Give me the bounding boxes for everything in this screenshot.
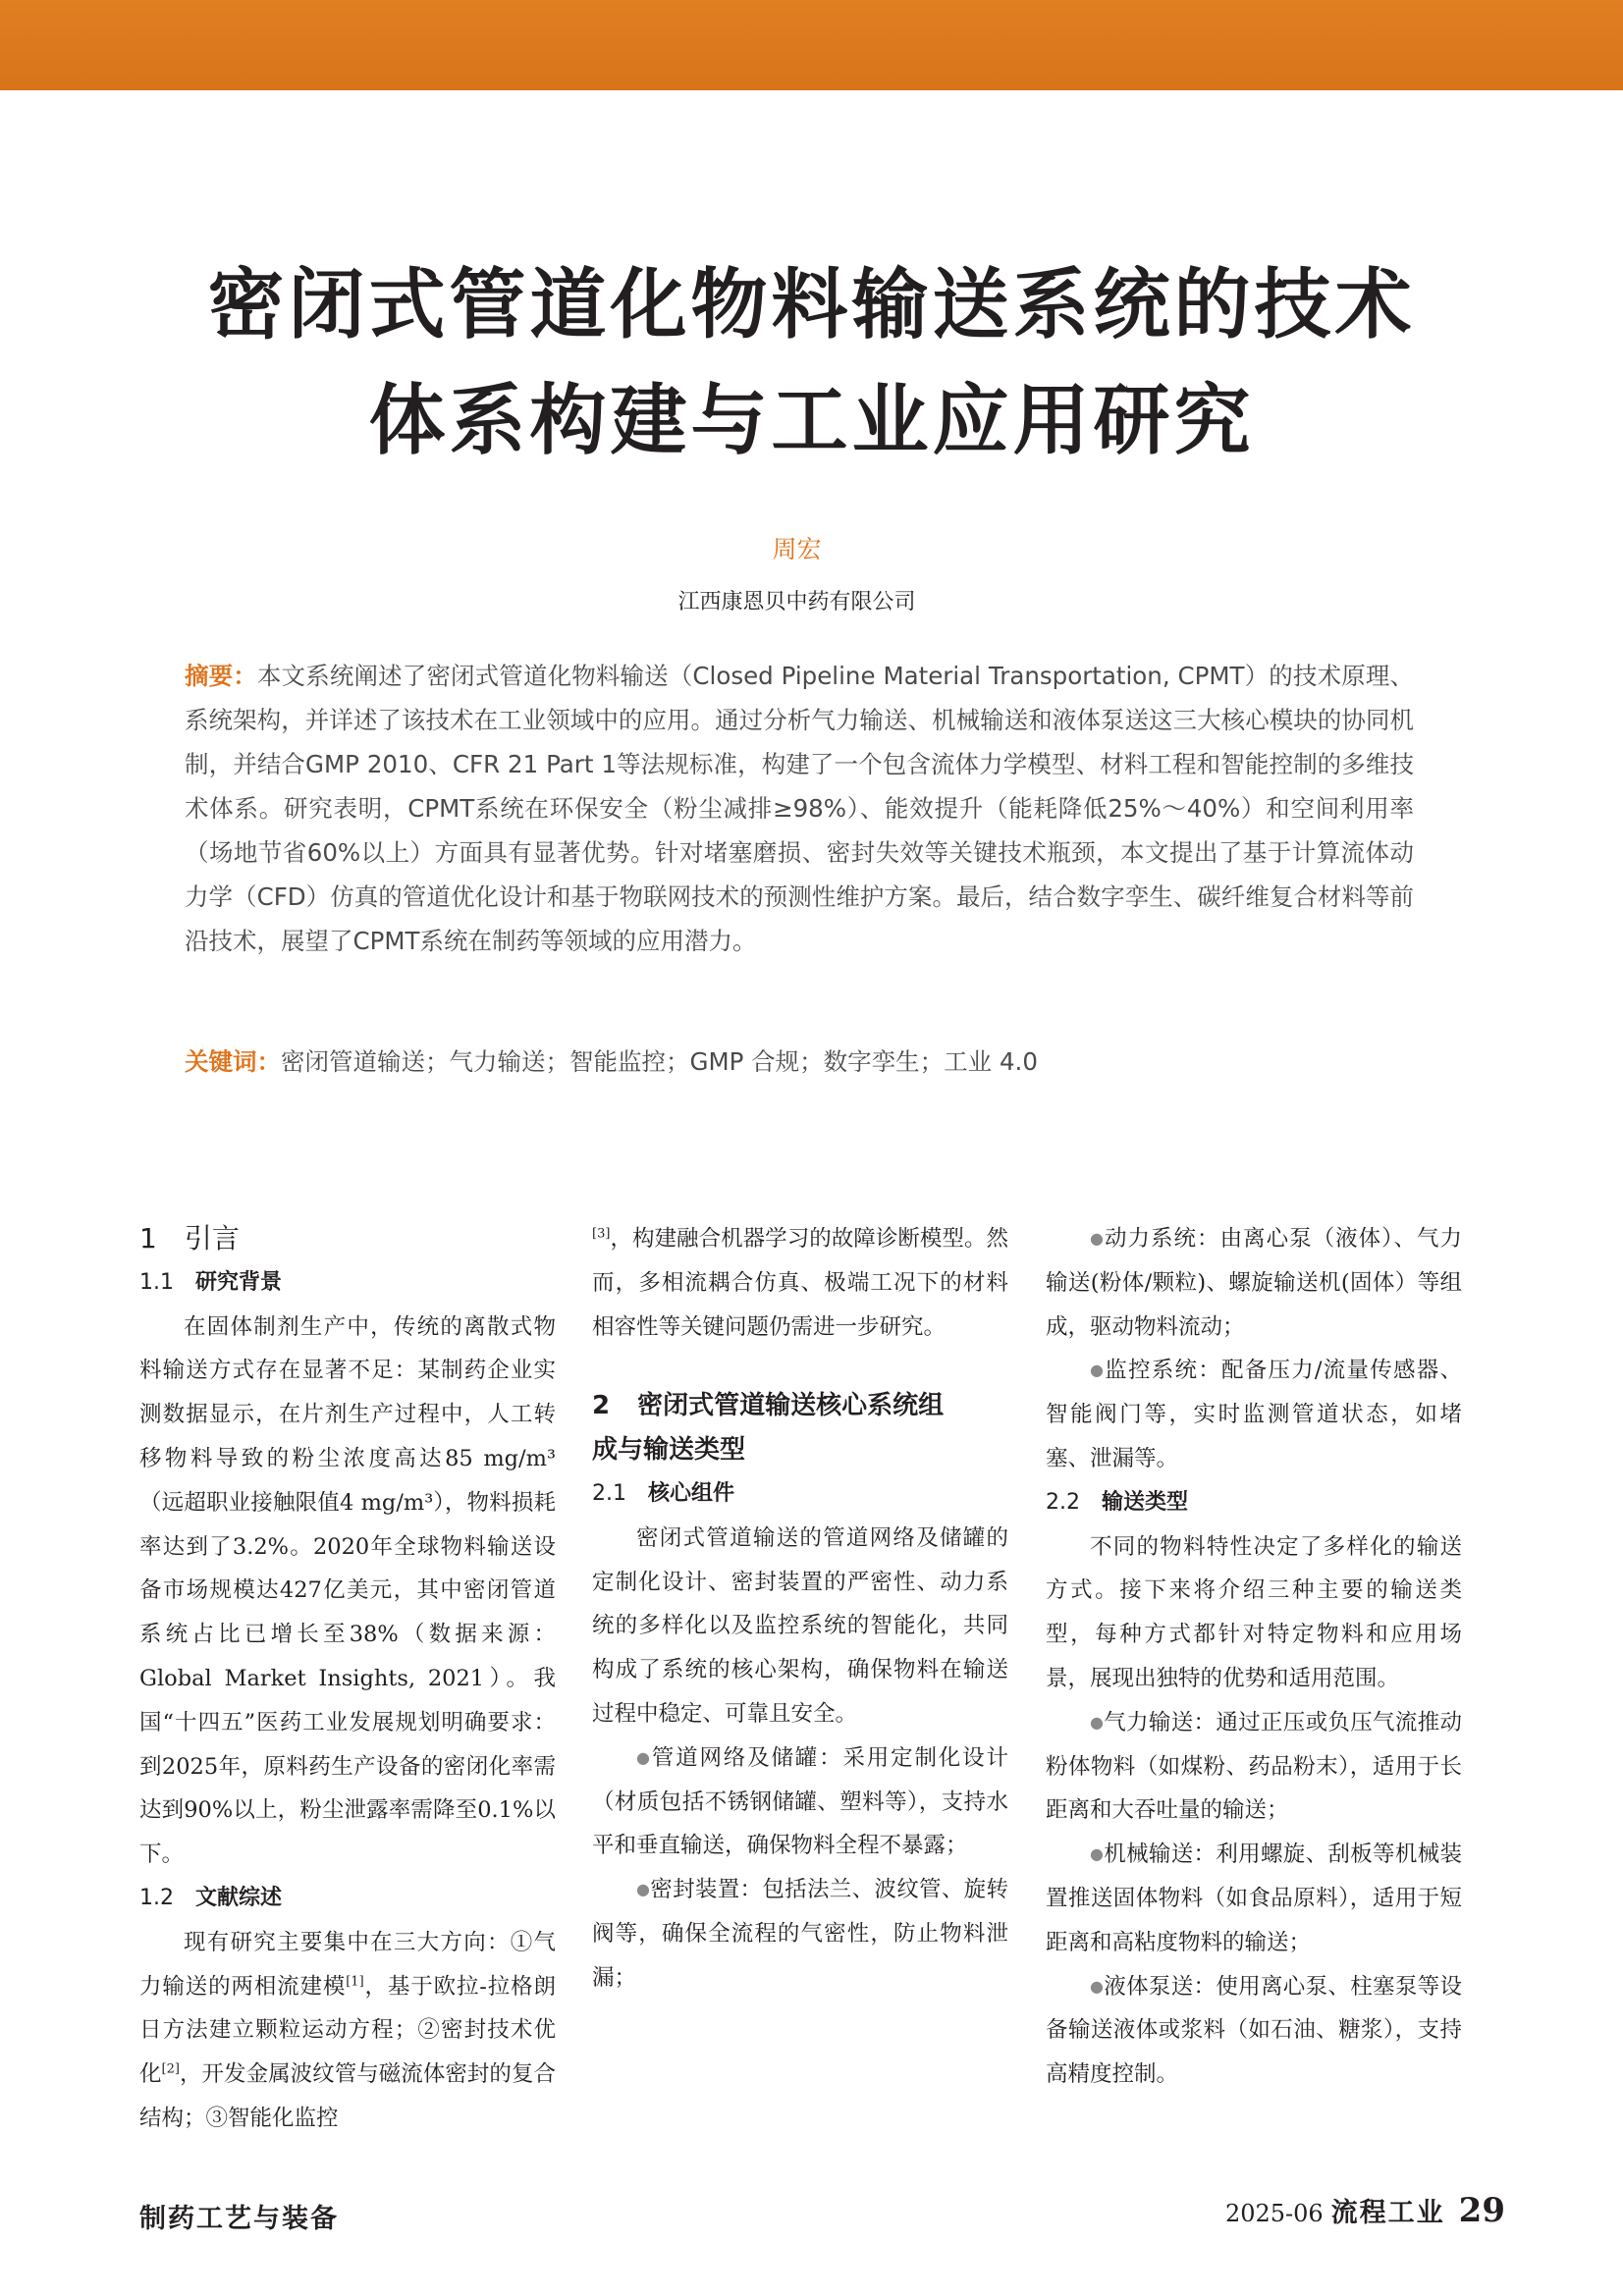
- footer-date: 2025-06: [1224, 2200, 1324, 2227]
- header-bar: [0, 0, 1623, 90]
- bullet-icon: ●: [1090, 1844, 1105, 1864]
- footer-column-name: 制药工艺与装备: [139, 2204, 339, 2234]
- keywords-text: 密闭管道输送；气力输送；智能监控；GMP 合规；数字孪生；工业 4.0: [281, 1047, 1038, 1076]
- abstract-label: 摘要：: [185, 662, 257, 690]
- author: 周宏: [772, 535, 822, 563]
- bullet-item: ●监控系统：配备压力/流量传感器、智能阀门等，实时监测管道状态，如堵塞、泄漏等。: [1046, 1358, 1462, 1471]
- bullet-item: ●气力输送：通过正压或负压气流推动粉体物料（如煤粉、药品粉末），适用于长距离和大吞吐量的输送；: [1046, 1709, 1462, 1824]
- column-2: [592, 1217, 1008, 2001]
- paragraph: 不同的物料特性决定了多样化的输送方式。接下来将介绍三种主要的输送类型，每种方式都针对特定物料和应用场景，展现出独特的优势和适用范围。: [1046, 1533, 1462, 1691]
- bullet-icon: ●: [1090, 1229, 1105, 1248]
- bullet-item: ●机械输送：利用螺旋、刮板等机械装置推送固体物料（如食品原料），适用于短距离和高粘度物料的输送；: [1046, 1842, 1462, 1955]
- affiliation: 江西康恩贝中药有限公司: [677, 590, 916, 614]
- citation[interactable]: [1]: [346, 1974, 364, 1990]
- citation[interactable]: [2]: [161, 2061, 180, 2077]
- keywords-label: 关键词：: [185, 1047, 281, 1076]
- title-line-1: 密闭式管道化物料输送系统的技术: [207, 261, 1416, 349]
- article-title: [0, 247, 1623, 479]
- bullet-icon: ●: [1090, 1976, 1105, 1996]
- bullet-item: ●液体泵送：使用离心泵、柱塞泵等设备输送液体或浆料（如石油、糖浆），支持高精度控制。: [1046, 1973, 1462, 2088]
- abstract: [185, 654, 1414, 963]
- bullet-item: ●动力系统：由离心泵（液体）、气力输送(粉体/颗粒)、螺旋输送机(固体）等组成，驱动物料流动；: [1046, 1226, 1462, 1340]
- column-3: [1046, 1217, 1462, 2097]
- subsection-heading-1-1: 1.1 研究背景: [139, 1269, 283, 1295]
- bullet-icon: ●: [1090, 1361, 1106, 1380]
- paragraph: 密闭式管道输送的管道网络及储罐的定制化设计、密封装置的严密性、动力系统的多样化以及监控系统的智能化，共同构成了系统的核心架构，确保物料在输送过程中稳定、可靠且安全。: [592, 1524, 1008, 1727]
- citation[interactable]: [3]: [592, 1226, 611, 1242]
- bullet-item: ●管道网络及储罐：采用定制化设计（材质包括不锈钢储罐、塑料等），支持水平和垂直输送，确保物料全程不暴露；: [592, 1744, 1008, 1859]
- footer-journal: 流程工业: [1330, 2198, 1445, 2228]
- bullet-icon: ●: [1090, 1712, 1105, 1732]
- subsection-heading-2-1: 2.1 核心组件: [592, 1480, 735, 1506]
- section-heading-1: 1 引言: [139, 1222, 240, 1255]
- bullet-icon: ●: [636, 1747, 652, 1767]
- section-heading-2: 2 密闭式管道输送核心系统组 成与输送类型: [592, 1391, 945, 1466]
- bullet-item: ●密封装置：包括法兰、波纹管、旋转阀等，确保全流程的气密性，防止物料泄漏；: [592, 1877, 1008, 1991]
- paragraph: 现有研究主要集中在三大方向：①气力输送的两相流建模[1]，基于欧拉-拉格朗日方法建立颗粒运动方程；②密封技术优化[2]，开发金属波纹管与磁流体密封的复合结构；③智能化监控: [139, 1929, 556, 2131]
- subsection-heading-1-2: 1.2 文献综述: [139, 1885, 283, 1910]
- subsection-heading-2-2: 2.2 输送类型: [1046, 1489, 1189, 1515]
- abstract-text: 本文系统阐述了密闭式管道化物料输送（Closed Pipeline Material Transportation, CPMT）的技术原理、系统架构，并详述了该技术在工业领域中的应用。通过分析气力输送、机械输送和液体泵送这三大核心模块的协同机制，并结合GMP 2010、CFR 21 Part 1等法规标准，构建了一个包含流体力学模型、材料工程和智能控制的多维技术体系。研究表明，CPMT系统在环保安全（粉尘减排≥98%）、能效提升（能耗降低25%～40%）和空间利用率（场地节省60%以上）方面具有显著优势。针对堵塞磨损、密封失效等关键技术瓶颈，本文提出了基于计算流体动力学（CFD）仿真的管道优化设计和基于物联网技术的预测性维护方案。最后，结合数字孪生、碳纤维复合材料等前沿技术，展望了CPMT系统在制药等领域的应用潜力。: [185, 662, 1414, 955]
- footer-journal-info: [1225, 2191, 1505, 2230]
- keywords: [185, 1043, 1414, 1078]
- column-1: [139, 1217, 556, 2141]
- paragraph: 在固体制剂生产中，传统的离散式物料输送方式存在显著不足：某制药企业实测数据显示，在片剂生产过程中，人工转移物料导致的粉尘浓度高达85 mg/m³（远超职业接触限值4 mg/m³），物料损耗率达到了3.2%。2020年全球物料输送设备市场规模达427亿美元，其中密闭管道系统占比已增长至38%（数据来源：Global Market Insights, 2021）。我国“十四五”医药工业发展规划明确要求：到2025年，原料药生产设备的密闭化率需达到90%以上，粉尘泄露率需降至0.1%以下。: [139, 1313, 556, 1868]
- bullet-icon: ●: [636, 1880, 651, 1899]
- page-number: 29: [1458, 2191, 1505, 2230]
- paragraph-continued: [3]，构建融合机器学习的故障诊断模型。然而，多相流耦合仿真、极端工况下的材料相容性等关键问题仍需进一步研究。: [592, 1226, 1008, 1340]
- title-line-2: 体系构建与工业应用研究: [368, 377, 1255, 465]
